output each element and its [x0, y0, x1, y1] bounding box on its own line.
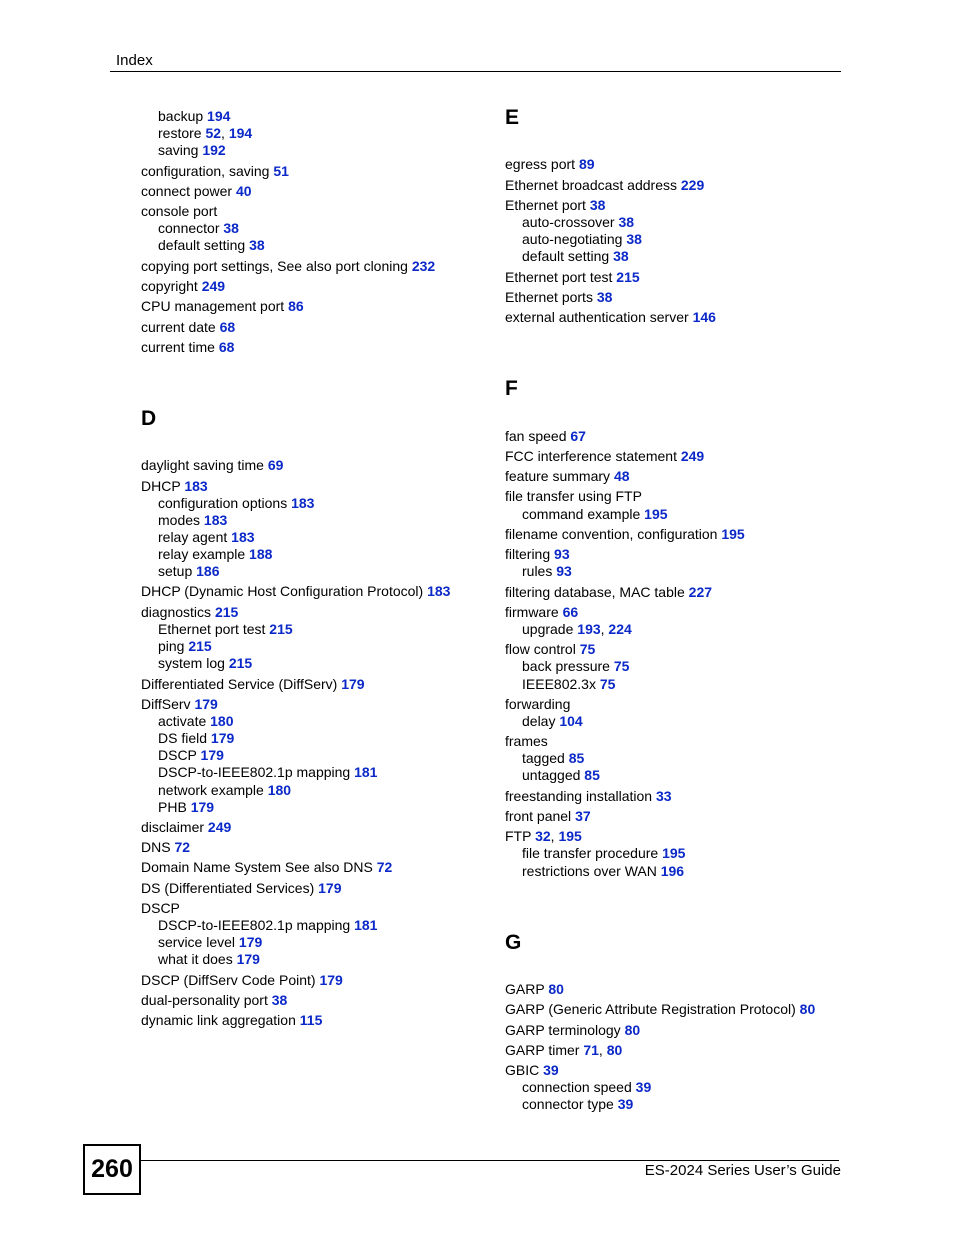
page-reference-link[interactable]: 39 [617, 1096, 634, 1112]
index-subentry [505, 750, 584, 767]
page-reference-link[interactable]: 80 [548, 981, 564, 997]
page-reference-link[interactable]: 80 [606, 1042, 623, 1058]
index-term: firmware [505, 604, 559, 620]
page-reference-link[interactable]: 75 [613, 658, 630, 674]
page-reference-link[interactable]: 93 [556, 563, 572, 579]
page-reference-link[interactable]: 69 [267, 457, 284, 473]
index-term: default setting [522, 248, 610, 264]
index-subentry [505, 248, 629, 265]
index-term: restore [158, 125, 202, 141]
index-entry [141, 839, 190, 856]
index-entry [505, 788, 672, 805]
page-reference-link[interactable]: 68 [218, 339, 235, 355]
index-term: egress port [505, 156, 576, 172]
index-entry [141, 972, 343, 989]
index-term: restrictions over WAN [522, 863, 657, 879]
index-entry [505, 1001, 815, 1018]
page-reference-link[interactable]: 193 [577, 621, 601, 637]
index-entry [141, 583, 450, 600]
page-reference-link[interactable]: 179 [319, 972, 343, 988]
index-term: front panel [505, 808, 572, 824]
page-reference-link[interactable]: 93 [554, 546, 570, 562]
index-term: diagnostics [141, 604, 212, 620]
index-entry [505, 733, 548, 750]
index-term: DHCP [141, 478, 181, 494]
index-term: filtering database, MAC table [505, 584, 685, 600]
page-reference-link[interactable]: 179 [190, 799, 215, 815]
page-reference-link[interactable]: 194 [207, 108, 231, 124]
index-term: DHCP (Dynamic Host Configuration Protocol) [141, 583, 424, 599]
index-term: copying port settings, See also port cloning [141, 258, 408, 274]
index-subentry [141, 563, 220, 580]
index-term: connection speed [522, 1079, 632, 1095]
index-term: Ethernet ports [505, 289, 593, 305]
index-subentry [141, 142, 226, 159]
index-subentry [505, 563, 572, 580]
index-term: ping [158, 638, 185, 654]
index-term: feature summary [505, 468, 611, 484]
page-reference-link[interactable]: 215 [269, 621, 293, 637]
index-term: DSCP [158, 747, 197, 763]
page-reference-link[interactable]: 52 [205, 125, 222, 141]
index-subentry [141, 220, 239, 237]
index-term: PHB [158, 799, 187, 815]
page-reference-link[interactable]: 38 [249, 237, 265, 253]
page-reference-link[interactable]: 51 [273, 163, 289, 179]
page-reference-link[interactable]: 38 [618, 214, 635, 230]
index-entry: GARP timer 71, 80 [505, 1042, 623, 1058]
index-subentry [141, 917, 377, 934]
page-reference-link[interactable]: 38 [596, 289, 613, 305]
page-reference-link[interactable]: 66 [562, 604, 579, 620]
index-term: rules [522, 563, 553, 579]
index-term: connector [158, 220, 220, 236]
page-reference-link[interactable]: 146 [692, 309, 716, 325]
index-term: backup [158, 108, 204, 124]
page-reference-link[interactable]: 86 [288, 298, 304, 314]
page-reference-link[interactable]: 75 [579, 641, 596, 657]
index-term: activate [158, 713, 207, 729]
page-reference-link[interactable]: 75 [599, 676, 616, 692]
index-term: DSCP [141, 900, 180, 916]
index-term: auto-crossover [522, 214, 615, 230]
index-term: GARP timer [505, 1042, 580, 1058]
index-entry [505, 289, 612, 306]
index-entry [141, 258, 435, 275]
index-term: console port [141, 203, 218, 219]
page-reference-link[interactable]: 38 [626, 231, 642, 247]
index-term: untagged [522, 767, 581, 783]
index-term: relay agent [158, 529, 228, 545]
index-entry [141, 183, 252, 200]
page-reference-link[interactable]: 183 [427, 583, 451, 599]
index-subentry [505, 231, 642, 248]
index-entry [505, 808, 591, 825]
index-subentry [141, 529, 255, 546]
index-term: Ethernet port test [158, 621, 266, 637]
index-subentry [505, 863, 684, 880]
index-subentry [505, 767, 600, 784]
index-term: flow control [505, 641, 576, 657]
page-reference-link[interactable]: 179 [200, 747, 224, 763]
page-reference-link[interactable]: 229 [680, 177, 705, 193]
index-entry [505, 156, 595, 173]
section-letter: F [505, 377, 518, 400]
index-subentry [505, 214, 634, 231]
page-reference-link[interactable]: 232 [411, 258, 436, 274]
index-term: DNS [141, 839, 171, 855]
index-entry [505, 197, 605, 214]
index-entry [505, 269, 640, 286]
page-reference-link[interactable]: 180 [267, 782, 292, 798]
page-reference-link[interactable]: 38 [223, 220, 239, 236]
page-reference-link[interactable]: 192 [202, 142, 226, 158]
index-term: external authentication server [505, 309, 689, 325]
index-subentry [505, 506, 668, 523]
index-term: FTP [505, 828, 532, 844]
index-term: Ethernet port test [505, 269, 613, 285]
index-term: relay example [158, 546, 246, 562]
index-subentry [141, 237, 265, 254]
index-term: Domain Name System See also DNS [141, 859, 373, 875]
page-reference-link[interactable]: 179 [194, 696, 218, 712]
index-term: FCC interference statement [505, 448, 677, 464]
index-subentry [141, 546, 272, 563]
page-number: 260 [83, 1144, 141, 1195]
page-reference-link[interactable]: 38 [589, 197, 606, 213]
page-reference-link[interactable]: 183 [291, 495, 315, 511]
index-term: connect power [141, 183, 233, 199]
index-entry [141, 859, 392, 876]
index-term: frames [505, 733, 548, 749]
index-entry [141, 676, 365, 693]
page-reference-link[interactable]: 72 [376, 859, 393, 875]
page-reference-link[interactable]: 37 [575, 808, 591, 824]
page-reference-link[interactable]: 227 [688, 584, 713, 600]
index-term: tagged [522, 750, 565, 766]
index-term: GARP [505, 981, 545, 997]
index-term: disclaimer [141, 819, 205, 835]
page-reference-link[interactable]: 215 [228, 655, 253, 671]
index-subentry [141, 782, 291, 799]
page-reference-link[interactable]: 195 [644, 506, 668, 522]
index-subentry [141, 951, 260, 968]
index-entry [505, 526, 745, 543]
index-subentry [141, 747, 224, 764]
page-reference-link[interactable]: 224 [608, 621, 632, 637]
index-subentry: upgrade 193, 224 [522, 621, 632, 637]
section-letter: E [505, 106, 520, 129]
index-term: copyright [141, 278, 198, 294]
index-term: Ethernet port [505, 197, 586, 213]
page-reference-link[interactable]: 181 [354, 764, 378, 780]
index-term: GBIC [505, 1062, 540, 1078]
page-reference-link[interactable]: 32 [535, 828, 551, 844]
page-reference-link[interactable]: 104 [559, 713, 583, 729]
index-term: DS field [158, 730, 208, 746]
page-header-title: Index [116, 52, 153, 69]
index-entry [505, 428, 586, 445]
page-reference-link[interactable]: 85 [584, 767, 600, 783]
index-subentry [141, 512, 227, 529]
index-subentry [141, 108, 230, 125]
page-reference-link[interactable]: 68 [219, 319, 236, 335]
index-term: filename convention, configuration [505, 526, 718, 542]
index-subentry [505, 1096, 633, 1113]
index-term: system log [158, 655, 225, 671]
index-term: current time [141, 339, 215, 355]
index-term: forwarding [505, 696, 571, 712]
page-reference-link[interactable]: 179 [210, 730, 235, 746]
index-term: CPU management port [141, 298, 285, 314]
index-term: DS (Differentiated Services) [141, 880, 315, 896]
index-entry [141, 478, 208, 495]
page-reference-link[interactable]: 196 [660, 863, 685, 879]
page-reference-link[interactable]: 85 [568, 750, 585, 766]
index-term: DSCP-to-IEEE802.1p mapping [158, 917, 351, 933]
page-reference-link[interactable]: 195 [721, 526, 745, 542]
index-term: modes [158, 512, 201, 528]
index-term: GARP (Generic Attribute Registration Protocol) [505, 1001, 796, 1017]
index-entry [505, 468, 630, 485]
page-reference-link[interactable]: 186 [196, 563, 220, 579]
page-reference-link[interactable]: 183 [231, 529, 255, 545]
index-term: daylight saving time [141, 457, 264, 473]
index-entry [505, 981, 564, 998]
index-subentry [141, 764, 377, 781]
index-entry [505, 584, 712, 601]
page-reference-link[interactable]: 249 [201, 278, 226, 294]
index-entry [505, 641, 595, 658]
index-subentry [505, 845, 685, 862]
index-entry [141, 819, 231, 836]
index-entry [141, 457, 283, 474]
index-term: file transfer procedure [522, 845, 659, 861]
index-term: connector type [522, 1096, 614, 1112]
index-term: configuration, saving [141, 163, 270, 179]
index-term: DiffServ [141, 696, 191, 712]
index-entry [141, 298, 304, 315]
index-term: Differentiated Service (DiffServ) [141, 676, 338, 692]
index-subentry [141, 638, 212, 655]
index-entry [141, 203, 217, 220]
page-reference-link[interactable]: 80 [624, 1022, 641, 1038]
index-subentry [141, 495, 314, 512]
index-term: fan speed [505, 428, 567, 444]
page-reference-link[interactable]: 183 [203, 512, 228, 528]
index-entry [141, 278, 225, 295]
page-reference-link[interactable]: 188 [249, 546, 273, 562]
index-term: DSCP-to-IEEE802.1p mapping [158, 764, 351, 780]
index-subentry [505, 658, 629, 675]
page-reference-link[interactable]: 194 [228, 125, 253, 141]
index-entry [505, 448, 704, 465]
page-reference-link[interactable]: 181 [354, 917, 378, 933]
index-term: configuration options [158, 495, 288, 511]
index-term: service level [158, 934, 236, 950]
index-term: freestanding installation [505, 788, 653, 804]
index-entry [141, 339, 234, 356]
index-term: GARP terminology [505, 1022, 621, 1038]
index-subentry [505, 1079, 651, 1096]
index-entry [141, 880, 342, 897]
index-entry: FTP 32, 195 [505, 828, 582, 844]
page-reference-link[interactable]: 180 [210, 713, 234, 729]
section-letter: D [141, 407, 157, 430]
page-reference-link[interactable]: 179 [238, 934, 263, 950]
page-reference-link[interactable]: 179 [236, 951, 260, 967]
page-reference-link[interactable]: 38 [613, 248, 629, 264]
page-reference-link[interactable]: 195 [558, 828, 582, 844]
index-term: setup [158, 563, 193, 579]
index-term: DSCP (DiffServ Code Point) [141, 972, 316, 988]
index-subentry [141, 655, 252, 672]
page-reference-link[interactable]: 215 [616, 269, 640, 285]
index-subentry [141, 799, 214, 816]
index-term: delay [522, 713, 556, 729]
index-term: IEEE802.3x [522, 676, 596, 692]
index-term: what it does [158, 951, 233, 967]
page-reference-link[interactable]: 249 [680, 448, 705, 464]
index-term: saving [158, 142, 199, 158]
index-term: command example [522, 506, 641, 522]
page-reference-link[interactable]: 80 [799, 1001, 816, 1017]
index-entry [505, 1022, 640, 1039]
index-term: current date [141, 319, 216, 335]
index-entry [505, 488, 642, 505]
page-reference-link[interactable]: 71 [583, 1042, 599, 1058]
index-entry [141, 163, 289, 180]
index-subentry [141, 621, 293, 638]
index-entry [141, 1012, 322, 1029]
page-reference-link[interactable]: 67 [570, 428, 586, 444]
page-reference-link[interactable]: 48 [613, 468, 630, 484]
index-term: filtering [505, 546, 551, 562]
index-term: Ethernet broadcast address [505, 177, 677, 193]
index-term: network example [158, 782, 264, 798]
index-entry [505, 1062, 559, 1079]
index-entry [505, 309, 716, 326]
index-term: auto-negotiating [522, 231, 623, 247]
index-subentry: restore 52, 194 [158, 125, 253, 141]
index-subentry [141, 713, 234, 730]
page-reference-link[interactable]: 249 [207, 819, 232, 835]
index-term: upgrade [522, 621, 574, 637]
page-reference-link[interactable]: 195 [662, 845, 686, 861]
index-entry [141, 696, 218, 713]
index-term: dynamic link aggregation [141, 1012, 296, 1028]
page-reference-link[interactable]: 215 [188, 638, 212, 654]
index-term: dual-personality port [141, 992, 268, 1008]
page-reference-link[interactable]: 40 [235, 183, 252, 199]
index-entry [505, 177, 704, 194]
page-reference-link[interactable]: 179 [341, 676, 365, 692]
section-letter: G [505, 931, 522, 954]
header-divider [110, 71, 841, 72]
page-reference-link[interactable]: 179 [318, 880, 342, 896]
page-reference-link[interactable]: 215 [214, 604, 239, 620]
page-reference-link[interactable]: 38 [271, 992, 288, 1008]
footer-divider [139, 1160, 839, 1161]
index-entry [141, 319, 235, 336]
guide-title: ES-2024 Series User’s Guide [644, 1162, 841, 1179]
index-entry [141, 900, 180, 917]
index-subentry [141, 730, 234, 747]
index-subentry [505, 713, 583, 730]
page-reference-link[interactable]: 115 [299, 1012, 323, 1028]
page-reference-link[interactable]: 183 [184, 478, 208, 494]
index-subentry [141, 934, 262, 951]
index-entry [141, 992, 287, 1009]
index-term: back pressure [522, 658, 610, 674]
page-reference-link[interactable]: 33 [656, 788, 672, 804]
index-term: file transfer using FTP [505, 488, 642, 504]
index-entry [505, 696, 570, 713]
index-entry [505, 604, 578, 621]
index-entry [505, 546, 570, 563]
page-reference-link[interactable]: 89 [578, 156, 595, 172]
page-reference-link[interactable]: 39 [543, 1062, 559, 1078]
page-reference-link[interactable]: 39 [635, 1079, 652, 1095]
page-reference-link[interactable]: 72 [174, 839, 191, 855]
index-entry [141, 604, 238, 621]
index-term: default setting [158, 237, 246, 253]
index-subentry [505, 676, 615, 693]
